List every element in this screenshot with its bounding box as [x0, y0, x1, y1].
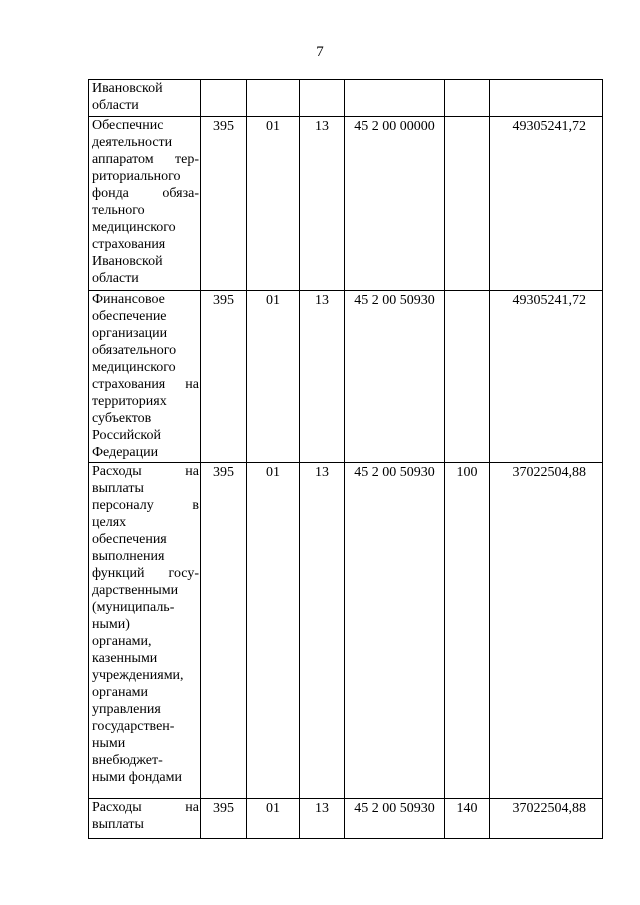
row-name-line: Ивановской: [92, 254, 163, 269]
expense-type-cell: 100: [445, 463, 490, 799]
amount-cell: 37022504,88: [490, 463, 603, 799]
row-name-line: обязательного: [92, 343, 177, 358]
row-name-line: страхования на: [92, 377, 199, 392]
row-name-cell: [89, 799, 201, 839]
row-name-line: внебюджет-: [92, 753, 163, 768]
section-cell: 01: [247, 291, 300, 463]
expense-type-cell: 140: [445, 799, 490, 839]
row-name-line: медицинского: [92, 220, 176, 235]
grbs-cell: 395: [201, 799, 247, 839]
table-row: [89, 463, 603, 799]
grbs-cell: 395: [201, 463, 247, 799]
row-name-line: аппаратом тер-: [92, 152, 199, 167]
row-name-line: обеспечение: [92, 309, 167, 324]
row-name-cell: [89, 291, 201, 463]
expense-type-cell: [445, 291, 490, 463]
section-cell: [247, 80, 300, 117]
row-name-line: обеспечения: [92, 532, 167, 547]
subsection-cell: 13: [300, 291, 345, 463]
row-name-line: выполнения: [92, 549, 165, 564]
grbs-cell: [201, 80, 247, 117]
row-name-line: учреждениями,: [92, 668, 184, 683]
row-name-line: органами,: [92, 634, 152, 649]
row-name-line: субъектов: [92, 411, 152, 426]
target-article-cell: 45 2 00 50930: [345, 799, 445, 839]
budget-table-body: [89, 80, 603, 839]
row-name-line: персоналу в: [92, 498, 199, 513]
subsection-cell: [300, 80, 345, 117]
table-row: [89, 117, 603, 291]
amount-cell: 49305241,72: [490, 291, 603, 463]
target-article-cell: 45 2 00 50930: [345, 463, 445, 799]
row-name-line: области: [92, 271, 139, 286]
row-name-cell: [89, 80, 201, 117]
row-name-line: Ивановской: [92, 81, 163, 96]
row-name-line: выплаты: [92, 481, 144, 496]
amount-cell: 49305241,72: [490, 117, 603, 291]
row-name-line: фонда обяза-: [92, 186, 199, 201]
budget-table: [88, 79, 603, 839]
section-cell: 01: [247, 117, 300, 291]
row-name-cell: [89, 463, 201, 799]
row-name-line: области: [92, 98, 139, 113]
row-name-line: ными): [92, 617, 130, 632]
row-name-line: Расходы на: [92, 464, 199, 479]
grbs-cell: 395: [201, 291, 247, 463]
row-name-line: деятельности: [92, 135, 173, 150]
amount-cell: [490, 80, 603, 117]
row-name-line: Федерации: [92, 445, 159, 460]
row-name-line: Российской: [92, 428, 161, 443]
row-name-line: казенными: [92, 651, 158, 666]
row-name-line: Финансовое: [92, 292, 165, 307]
row-name-line: функций госу-: [92, 566, 199, 581]
row-name-line: управления: [92, 702, 161, 717]
row-name-line: организации: [92, 326, 168, 341]
row-name-cell: [89, 117, 201, 291]
grbs-cell: 395: [201, 117, 247, 291]
subsection-cell: 13: [300, 799, 345, 839]
target-article-cell: 45 2 00 00000: [345, 117, 445, 291]
row-name-line: Расходы на: [92, 800, 199, 815]
table-row: [89, 80, 603, 117]
row-name-line: территориях: [92, 394, 167, 409]
subsection-cell: 13: [300, 463, 345, 799]
subsection-cell: 13: [300, 117, 345, 291]
row-name-line: целях: [92, 515, 127, 530]
row-name-line: ными: [92, 736, 126, 751]
row-name-line: органами: [92, 685, 149, 700]
page-number: 7: [316, 44, 324, 60]
row-name-line: выплаты: [92, 817, 144, 832]
section-cell: 01: [247, 799, 300, 839]
row-name-line: риториального: [92, 169, 181, 184]
target-article-cell: 45 2 00 50930: [345, 291, 445, 463]
row-name-line: (муниципаль-: [92, 600, 175, 615]
section-cell: 01: [247, 463, 300, 799]
table-row: [89, 799, 603, 839]
row-name-line: тельного: [92, 203, 145, 218]
row-name-line: государствен-: [92, 719, 175, 734]
row-name-line: дарственными: [92, 583, 179, 598]
amount-cell: 37022504,88: [490, 799, 603, 839]
row-name-line: медицинского: [92, 360, 176, 375]
row-name-line: Обеспечнис: [92, 118, 164, 133]
target-article-cell: [345, 80, 445, 117]
expense-type-cell: [445, 80, 490, 117]
row-name-line: ными фондами: [92, 770, 183, 785]
table-row: [89, 291, 603, 463]
expense-type-cell: [445, 117, 490, 291]
row-name-line: страхования: [92, 237, 166, 252]
